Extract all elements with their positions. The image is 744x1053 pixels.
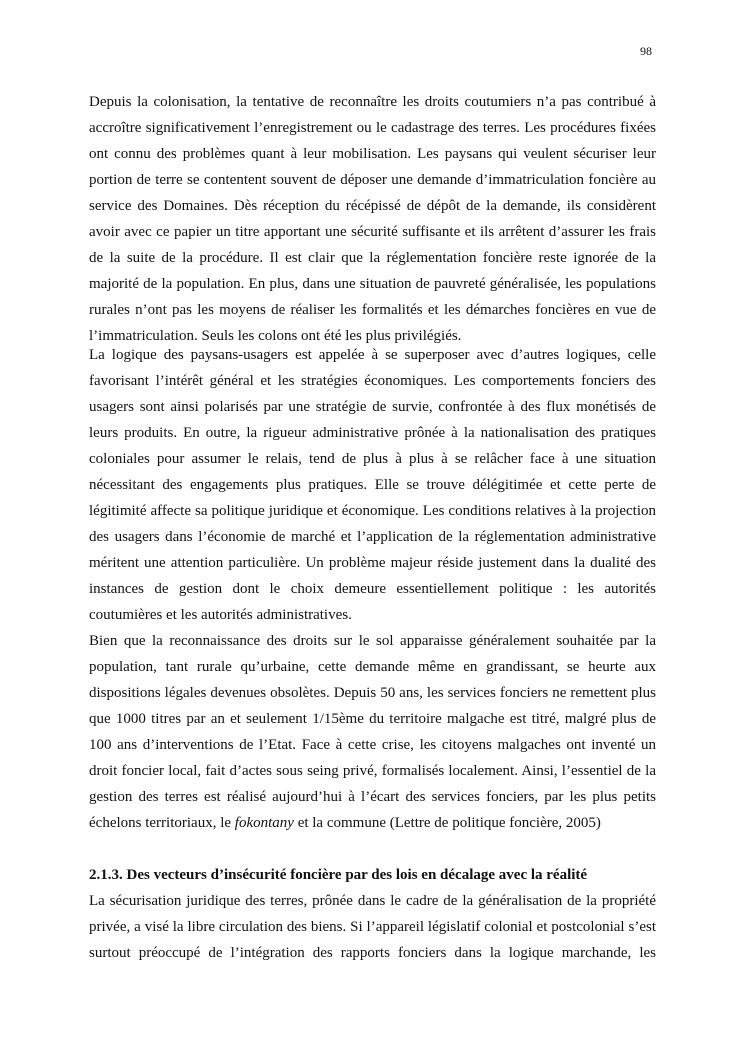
text-line: usagers sont ainsi polarisés par une stratégie de survie, confrontée à des flux monétisés de [89, 399, 656, 415]
text-line: coloniales pour assumer le relais, tend de plus à plus à se relâcher face à une situation [89, 451, 656, 467]
text-line: service des Domaines. Dès réception du récépissé de dépôt de la demande, ils considèrent [89, 198, 656, 214]
text-line: leurs produits. En outre, la rigueur administrative prônée à la nationalisation des pratiques [89, 425, 656, 441]
text-line: nécessitant des engagements plus pratiques. Elle se trouve délégitimée et cette perte de [89, 477, 656, 493]
text-line: surtout préoccupé de l’intégration des rapports fonciers dans la logique marchande, les [89, 945, 656, 961]
text-line: coutumières et les autorités administratives. [89, 607, 352, 623]
paragraph-1 [89, 89, 656, 349]
text-span: et la commune (Lettre de politique foncière, 2005) [293, 815, 601, 831]
text-line: des usagers dans l’économie de marché et l’application de la réglementation administrative [89, 529, 656, 545]
text-line: accroître significativement l’enregistrement ou le cadastrage des terres. Les procédures fixées [89, 120, 656, 136]
text-line: de la suite de la procédure. Il est clair que la réglementation foncière reste ignorée de la [89, 250, 656, 266]
text-line: instances de gestion dont le choix demeure essentiellement politique : les autorités [89, 581, 656, 597]
text-line: que 1000 titres par an et seulement 1/15ème du territoire malgache est titré, malgré plus de [89, 711, 656, 727]
text-line: La sécurisation juridique des terres, prônée dans le cadre de la généralisation de la propriété [89, 893, 656, 909]
page-number: 98 [640, 44, 652, 58]
text-line: rurales n’ont pas les moyens de réaliser les formalités et les démarches foncières en vue de [89, 302, 656, 318]
text-line: avoir avec ce papier un titre apportant une sécurité suffisante et ils arrêtent d’assurer les frais [89, 224, 656, 240]
text-line: Bien que la reconnaissance des droits sur le sol apparaisse généralement souhaitée par la [89, 633, 656, 649]
text-line: portion de terre se contentent souvent de déposer une demande d’immatriculation foncière au [89, 172, 656, 188]
text-line: population, tant rurale qu’urbaine, cette demande même en grandissant, se heurte aux [89, 659, 656, 675]
text-line: ont connu des problèmes quant à leur mobilisation. Les paysans qui veulent sécuriser leur [89, 146, 656, 162]
paragraph-2 [89, 342, 656, 628]
text-line: dispositions légales devenues obsolètes. Depuis 50 ans, les services fonciers ne remettent plus [89, 685, 656, 701]
section-heading: 2.1.3. Des vecteurs d’insécurité foncière par des lois en décalage avec la réalité [89, 867, 588, 883]
text-line [89, 810, 656, 836]
italic-term: fokontany [234, 815, 294, 831]
paragraph-4 [89, 888, 656, 966]
text-line: Depuis la colonisation, la tentative de reconnaître les droits coutumiers n’a pas contribué à [89, 94, 656, 110]
text-line: privée, a visé la libre circulation des biens. Si l’appareil législatif colonial et postcolonial s’est [89, 919, 656, 935]
text-line: méritent une attention particulière. Un problème majeur réside justement dans la dualité des [89, 555, 656, 571]
text-line: 100 ans d’interventions de l’Etat. Face à cette crise, les citoyens malgaches ont inventé un [89, 737, 656, 753]
paragraph-3 [89, 628, 656, 836]
text-span: échelons territoriaux, le [89, 815, 235, 831]
text-line: majorité de la population. En plus, dans une situation de pauvreté généralisée, les populations [89, 276, 656, 292]
text-line: légitimité affecte sa politique juridique et économique. Les conditions relatives à la projection [89, 503, 656, 519]
text-line: favorisant l’intérêt général et les stratégies économiques. Les comportements fonciers des [89, 373, 656, 389]
text-line: l’immatriculation. Seuls les colons ont été les plus privilégiés. [89, 328, 462, 344]
text-line: La logique des paysans-usagers est appelée à se superposer avec d’autres logiques, celle [89, 347, 656, 363]
text-line: gestion des terres est réalisé aujourd’hui à l’écart des services fonciers, par les plus petits [89, 789, 656, 805]
text-line: droit foncier local, fait d’actes sous seing privé, formalisés localement. Ainsi, l’essentiel de la [89, 763, 656, 779]
